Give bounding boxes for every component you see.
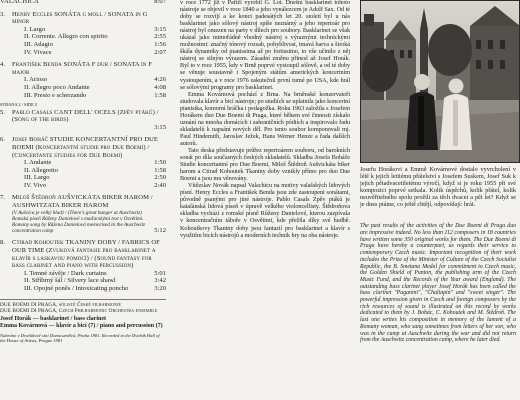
track-work-4 xyxy=(0,61,166,76)
movement-time: 1:58 xyxy=(154,91,166,99)
biography-column xyxy=(180,0,350,400)
photo-image xyxy=(360,0,520,163)
credit-line: Josef Horák — basklarinet / bass clarinet xyxy=(0,315,106,322)
movement-label: I. Arioso xyxy=(24,76,48,84)
track-title: Henry Eccles SONÁTA g moll / SONATA in G minor xyxy=(12,10,148,26)
track-work-3 xyxy=(0,11,166,26)
movement-time: 2:55 xyxy=(154,33,166,41)
track-title: Ctirad Kohoutek TKANINY DOBY / FABRICS OF OUR TIME (Zvuková fantasie pro basklarinet a klavír s laskavou pomocí) / (Sound fantasy for bass clarinet and piano with percussion) xyxy=(12,239,160,270)
movement-label: II. Allegretto xyxy=(24,166,59,174)
movement-row xyxy=(0,76,166,84)
movement-row xyxy=(0,270,166,278)
track-number: 4. xyxy=(0,61,5,69)
movement-time: 4:26 xyxy=(154,76,166,84)
movement-time: 2:50 xyxy=(154,174,166,182)
movement-row xyxy=(0,33,166,41)
track-note: (V Aušvicu je velký hlad) / (There's great hunger at Auschwitz) xyxy=(12,209,142,216)
track-title: František Benda SONÁTA F dur / SONATA in F major xyxy=(12,61,153,76)
movement-time: 1:56 xyxy=(154,40,166,48)
movement-row xyxy=(0,159,166,167)
movement-time: 2:40 xyxy=(154,181,166,189)
movement-time: 4:08 xyxy=(154,83,166,91)
movement-time: 1:58 xyxy=(154,166,166,174)
track-title: Pablo Casals CANT DELL' OCELS (Zpěv ptáků) / (Song of the birds) xyxy=(12,108,159,124)
movement-label: I. Largo xyxy=(24,25,46,33)
movement-label: IV. Vivo xyxy=(24,181,47,189)
track-title: Josef Boháč STUDIE KONCERTANTNÍ PRO DUE BOEMI (Koncertantní studie pro Due Boemi) / (Concertante studies for Due Boemi) xyxy=(12,136,159,159)
track-time: 5:12 xyxy=(154,227,166,235)
movement-label: II. Allegro poco Andante xyxy=(24,83,90,91)
movement-row xyxy=(0,174,166,182)
movement-time: 3:15 xyxy=(154,25,166,33)
biography-paragraph: v roce 1772 již v Paříži vyrobil G. Lot. Dnešní basklarinet tohoto nástroje se objevil v roce 1840 a jeho vynálezcem je Adolf Sax. Od té doby se rozvíjí a ke konci padesátých let 20. století byl u nás basklarinet jako sólový nástroj spíše neznámý a jeho repertoár pro nástroj byl omezen na party v dílech pro soubory. Basklarinet se však ukázal jako mimořádně vhodný nástroj s výraznými technickými možnostmi: značný tónový rozsah, pohyblivost, tmavá barva a široká škála dynamiky od pianissima až po fortissimo, to vše učinilo z něj nástroj se silným výrazem. Zásadní změnu přinesl až Josef Horák. Byl to v roce 1955, kdy v Brně poprvé vystoupil sólově, a od té doby se věnuje soustavně i Spojeným státům amerických koncertním vystoupením, a v roce 1976 uskutečnil první turné po USA, kde hrál se sólovými programy pro basklarinet. xyxy=(180,0,350,91)
performers-photo xyxy=(360,0,520,163)
movement-row xyxy=(0,41,166,49)
track-number: 7. xyxy=(0,194,5,202)
photo-caption: Josefu Horákovi a Emmě Kovárnové dostalo vyvrcholení v létě k jejich letitému přátelství s Josefem Suskem, Josef Suk k jejich pětadvacetiletému výročí, když si je roku 1955 při své kompozici poprvé setkala. Kolik úspěchů, kolik přátel, kolik neuvěřitelného spolu prožili za těch dvacet a pět let? Když se je dnes ptáme, co ještě chtějí, odpovídají: hrát. xyxy=(360,166,516,209)
photo-column xyxy=(360,0,520,400)
movement-row xyxy=(0,26,166,34)
tracklist-column xyxy=(0,0,170,400)
track-work-5 xyxy=(0,109,166,124)
divider xyxy=(0,299,166,300)
movement-label: III. Opojné poněs / Intoxicating poncho xyxy=(24,285,129,293)
biography-paragraph: Vítězslav Novák napsal Valachicu na motivy valašských lidových písní. Henry Eccles a František Benda jsou zde zastoupeni sonátami, původně psanými pro jiné nástroje. Pablo Casals Zpěv ptáků je katalánská lidová píseň v úpravě velkého violoncellisty. Štědroňova skladba vychází z romské písně Růženy Danielové, kterou zazpívala v koncentračním táboře v Osvětimi, kde přežila díky své hudbě. Kohoutkovy Tkaniny doby jsou fantazií pro basklarinet a klavír s využitím bicích nástrojů a moderních technik hry na oba nástroje. xyxy=(180,182,350,239)
movement-row xyxy=(0,182,166,190)
track-time: 3:15 xyxy=(154,123,166,131)
track-detail-text: Romská píseň Růženy Danielové s maďarskými text v Osvětimi. Romany song by Růžena Danielová memorised in the Auschwitz concentration camp xyxy=(12,215,146,235)
biography-paragraph: Emma Kovárnová pochází z Brna. Na brněnské konzervatoři studovala klavír a bicí nástroje; po studiích se uplatnila jako koncertní pianistka, komorní hráčka i pedagožka. Roku 1963 založila s Josefem Horákem duo Due Boemi di Praga, které během své činnosti získalo uznání na mnoha domácích i zahraničních pódiích a inspirovalo řadu skladatelů k napsání nových děl. Pro tento soubor komponovali mj. Paul Hindemith, Jaroslav Ježek, Hans Werner Henze a řada dalších autorů. xyxy=(180,90,350,147)
english-liner-notes: The past results of the activities of the Due Boemi di Praga duo are impressive indeed. No less than 112 composers in 18 countries have written some 350 original works for them. The Due Boemi di Praga have hereby a counterpart, as regards their service to contemporary Czech music. Important recognition of their work includes the Prize of the Minister of Culture of the Czech Socialist Republic, the B. Smetana Medal for commitment to Czech music, the Golden Shield of Punton, the publishing arm of the Czech Music Fund, and the Records of the Year award (England). The outstanding bass clarinet player Josef Horák has been called the bass clarinet "Paganini", "Chaliapin" and "sweet singer". The powerful impression given in Czech and foreign composers by the rich resources of sound is illustrated on this record by works dedicated to them by J. Bohác, C. Kohoutek and M. Štědroň. The last one writes his composition in memory of the lament of a Romany woman, who sang sometimes from letters of her son, who was in the camp at Auschwitz during the war and did not return from the Auschwitz concentration camp, where he later died. xyxy=(360,223,516,344)
movement-label: I. Andante xyxy=(24,159,52,167)
side-label: STRANA 2 / SIDE 2 xyxy=(0,102,38,108)
movement-row xyxy=(0,285,166,293)
track-top-time: 8:07 xyxy=(154,0,166,5)
track-number: 6. xyxy=(0,136,5,144)
movement-time: 3:42 xyxy=(154,277,166,285)
track-top-row xyxy=(0,0,166,6)
movement-time: 1:50 xyxy=(154,159,166,167)
track-work-6 xyxy=(0,136,166,159)
movement-time: 2:07 xyxy=(154,48,166,56)
track-number: 3. xyxy=(0,10,5,18)
movement-row xyxy=(0,49,166,57)
movement-label: IV. Vivace xyxy=(24,48,52,56)
track-work-8 xyxy=(0,239,166,269)
movement-label: II. Corrente. Allegro con spirito xyxy=(24,33,108,41)
movement-time: 3:20 xyxy=(154,285,166,293)
movement-label: I. Temné závěje / Dark curtains xyxy=(24,269,107,277)
movement-label: II. Stříbrný šál / Silvery lace shawl xyxy=(24,277,116,285)
credit-line: DUE BOEMI DI PRAGA, sólisté České filharmonie xyxy=(0,301,122,308)
biography-paragraph: Tato deska představuje průřez repertoárem souboru, od barokních sonát po díla současných českých skladatelů. Skladba Josefa Boháče Studie koncertantní pro Due Boemi, Miloš Štědroň Aušvickáta biker harom a Ctirad Kohoutek Tkaniny doby vznikly přímo pro duo Due Boemi a jsou mu věnovány. xyxy=(180,146,350,183)
track-time-row xyxy=(0,124,166,132)
credit-line: DUE BOEMI DI PRAGA, Czech Philharmonic Orchestra ensemble xyxy=(0,307,158,314)
movement-label: III. Presto e scherzando xyxy=(24,91,87,99)
movement-label: III. Largo xyxy=(24,174,50,182)
track-top-title: VALACHICA xyxy=(0,0,39,5)
track-number: 8. xyxy=(0,239,5,247)
credit-line: Emma Kovárnová — klavír a bicí (7) / piano and percussion (7) xyxy=(0,322,163,329)
track-detail xyxy=(0,216,166,235)
track-number: 5. xyxy=(0,108,5,116)
movement-label: III. Adagio xyxy=(24,40,53,48)
movement-time: 5:01 xyxy=(154,269,166,277)
track-title: Miloš Štědroň AUŠVICKÁTA BIKER HAROM / AUSHWITZATA BIKER HAROM xyxy=(12,194,153,210)
recording-note: Nahráno v Dvořákově síni Domu umělců, Praha 1981. Recorded in the Dvořák Hall of the House of Artists, Prague 1981 xyxy=(0,332,160,344)
movement-row xyxy=(0,167,166,175)
movement-row xyxy=(0,277,166,285)
movement-row xyxy=(0,92,166,100)
movement-row xyxy=(0,84,166,92)
credits-block xyxy=(0,302,166,344)
track-work-7 xyxy=(0,194,166,209)
